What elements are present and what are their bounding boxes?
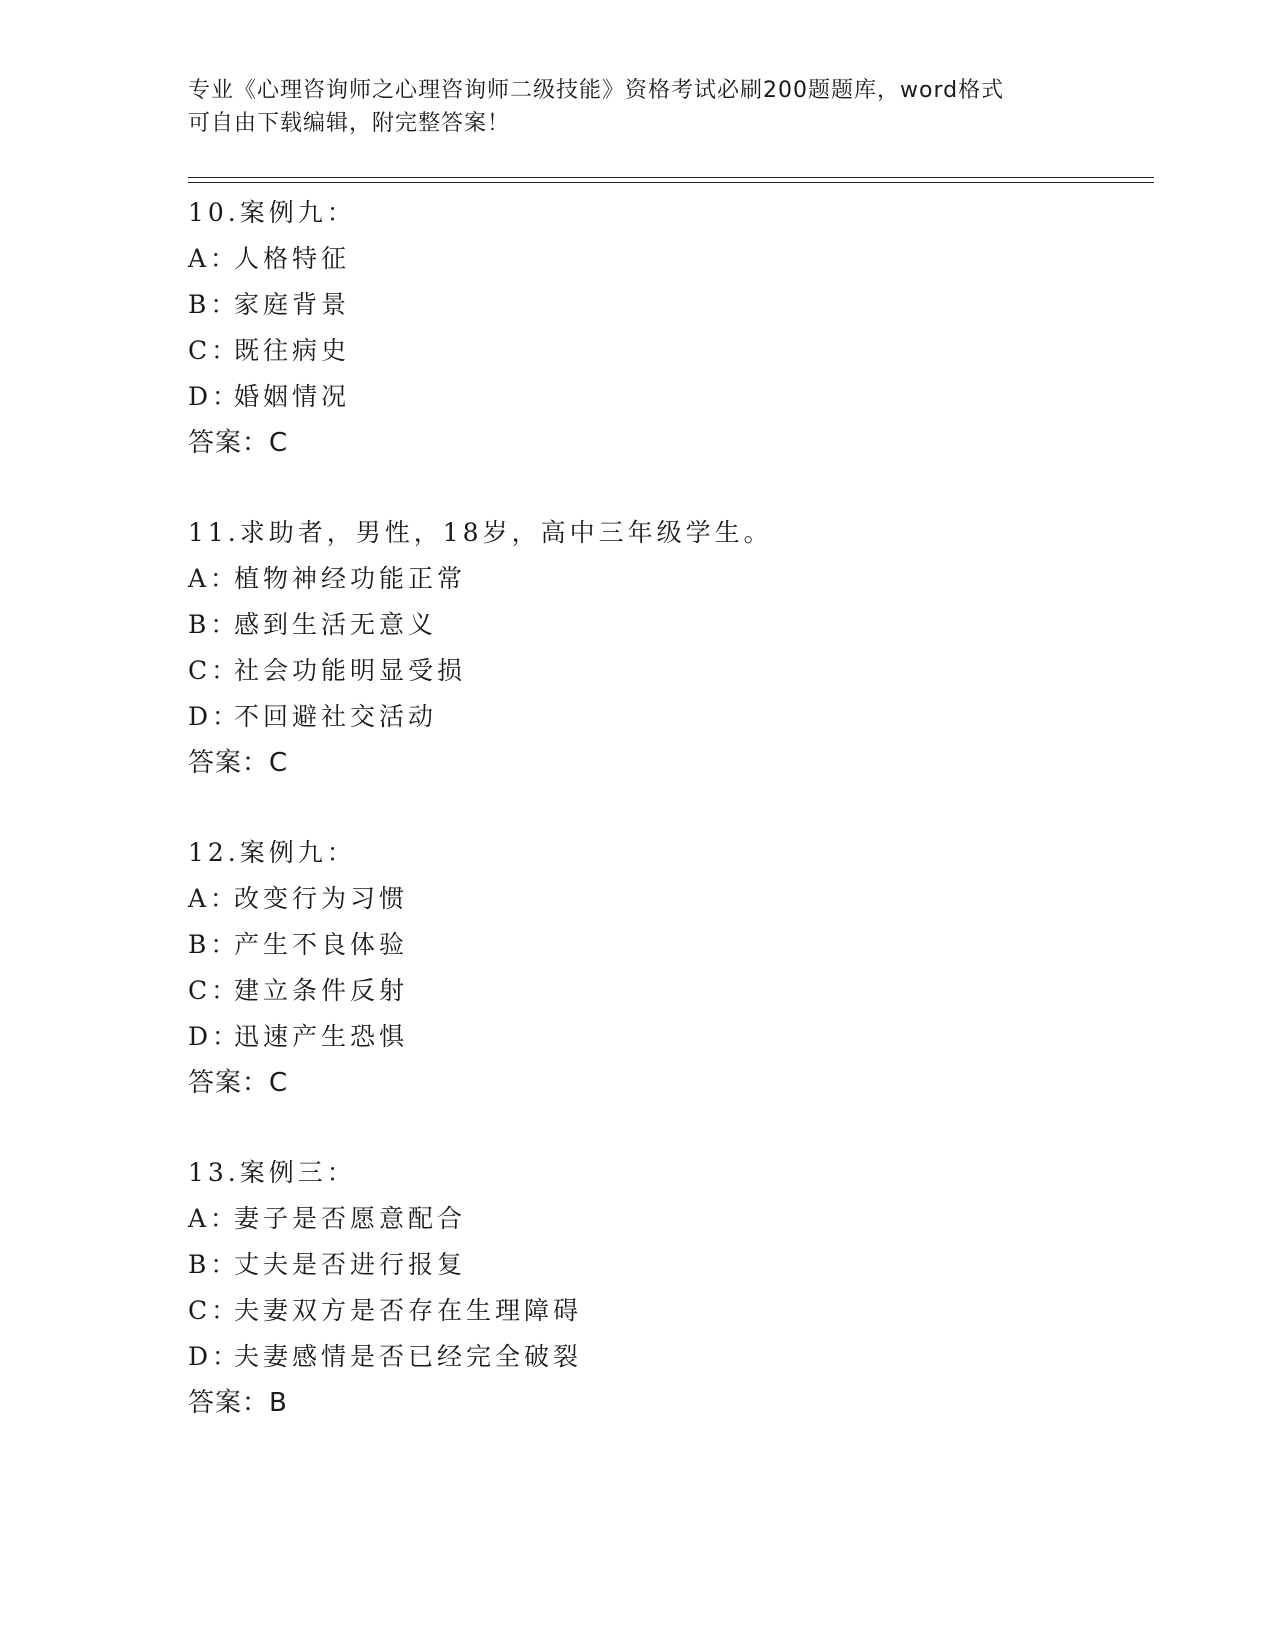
question-title: 10.案例九： [188, 198, 356, 227]
option-key: D： [188, 1342, 242, 1371]
answer-line: 答案：B [188, 1388, 288, 1418]
question-item [188, 830, 1148, 1106]
option-a [188, 1196, 1148, 1242]
option-c [188, 1288, 1148, 1334]
option-a [188, 876, 1148, 922]
option-key: A： [188, 564, 240, 593]
question-title: 13.案例三： [188, 1158, 356, 1187]
option-text: 感到生活无意义 [234, 610, 438, 639]
header-divider-bottom [188, 182, 1154, 183]
option-key: B： [188, 1250, 240, 1279]
option-key: A： [188, 244, 240, 273]
option-text: 迅速产生恐惧 [234, 1022, 409, 1051]
option-key: C： [188, 976, 241, 1005]
question-spacer [188, 1106, 1148, 1150]
option-text: 不回避社交活动 [234, 702, 438, 731]
header-line-2: 可自由下载编辑，附完整答案！ [188, 111, 511, 136]
option-a [188, 556, 1148, 602]
question-list [188, 190, 1148, 1426]
option-key: C： [188, 336, 241, 365]
answer-line: 答案：C [188, 1068, 289, 1098]
option-key: C： [188, 656, 241, 685]
option-d [188, 1014, 1148, 1060]
option-b [188, 602, 1148, 648]
option-d [188, 1334, 1148, 1380]
option-text: 夫妻双方是否存在生理障碍 [234, 1296, 583, 1325]
question-item [188, 1150, 1148, 1426]
option-text: 产生不良体验 [234, 930, 409, 959]
header-divider-top [188, 177, 1154, 178]
header-line-1: 专业《心理咨询师之心理咨询师二级技能》资格考试必刷200题题库，word格式 [188, 78, 1005, 103]
option-text: 家庭背景 [234, 290, 351, 319]
option-b [188, 282, 1148, 328]
option-key: B： [188, 290, 240, 319]
question-title: 11.求助者，男性，18岁，高中三年级学生。 [188, 518, 773, 547]
question-title: 12.案例九： [188, 838, 356, 867]
answer-line: 答案：C [188, 748, 289, 778]
option-d [188, 694, 1148, 740]
question-spacer [188, 786, 1148, 830]
option-text: 既往病史 [234, 336, 351, 365]
option-c [188, 968, 1148, 1014]
option-key: A： [188, 1204, 240, 1233]
question-item [188, 510, 1148, 786]
option-d [188, 374, 1148, 420]
option-key: C： [188, 1296, 241, 1325]
option-key: B： [188, 610, 240, 639]
option-key: A： [188, 884, 240, 913]
document-header [188, 74, 1088, 140]
option-text: 夫妻感情是否已经完全破裂 [234, 1342, 583, 1371]
option-text: 丈夫是否进行报复 [234, 1250, 467, 1279]
option-b [188, 1242, 1148, 1288]
option-a [188, 236, 1148, 282]
question-item [188, 190, 1148, 466]
option-text: 人格特征 [234, 244, 351, 273]
option-b [188, 922, 1148, 968]
option-text: 婚姻情况 [234, 382, 351, 411]
question-spacer [188, 466, 1148, 510]
option-key: D： [188, 1022, 242, 1051]
option-text: 改变行为习惯 [234, 884, 409, 913]
option-key: B： [188, 930, 240, 959]
option-key: D： [188, 702, 242, 731]
option-c [188, 648, 1148, 694]
option-text: 社会功能明显受损 [234, 656, 467, 685]
option-text: 建立条件反射 [234, 976, 409, 1005]
option-text: 妻子是否愿意配合 [234, 1204, 467, 1233]
answer-line: 答案：C [188, 428, 289, 458]
option-text: 植物神经功能正常 [234, 564, 467, 593]
option-key: D： [188, 382, 242, 411]
option-c [188, 328, 1148, 374]
